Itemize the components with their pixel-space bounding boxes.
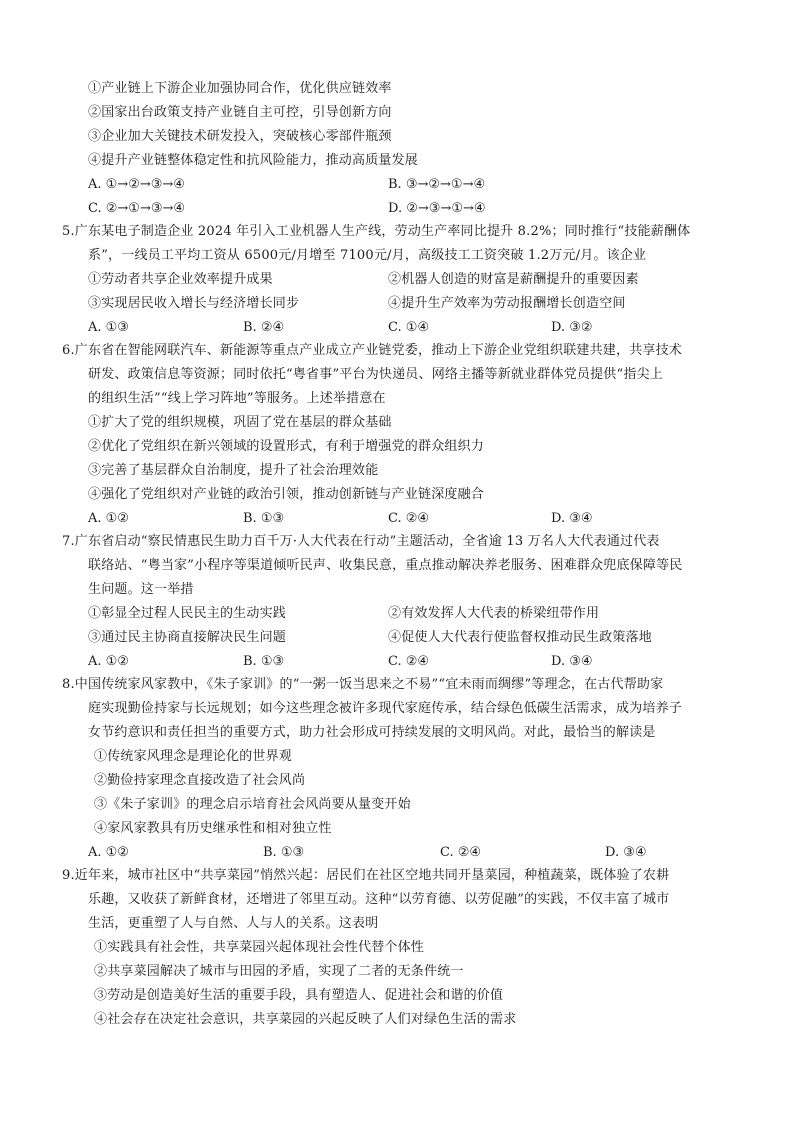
q9-stem-line-2: 乐趣，又收获了新鲜食材，还增进了邻里互动。这种“以劳育德、以劳促融”的实践，不仅丰富了城市	[88, 892, 670, 907]
q4-statement-2: ②国家出台政策支持产业链自主可控，引导创新方向	[88, 105, 392, 120]
q7-choice-a: A. ①②	[88, 654, 129, 669]
q6-statement-4: ④强化了党组织对产业链的政治引领，推动创新链与产业链深度融合	[88, 487, 485, 502]
q6-choice-d: D. ③④	[551, 511, 593, 526]
q6-choice-b: B. ①③	[243, 511, 285, 526]
q7-choice-d: D. ③④	[551, 654, 593, 669]
q5-stem-line-1: 5.广东某电子制造企业 2024 年引入工业机器人生产线，劳动生产率同比提升 8.2%；同时推行“技能薪酬体	[62, 224, 691, 239]
q6-statement-3: ③完善了基层群众自治制度，提升了社会治理效能	[88, 463, 379, 478]
q6-stem-line-3: 的组织生活”“线上学习阵地”等服务。上述举措意在	[88, 391, 386, 406]
q5-choice-c: C. ①④	[388, 320, 430, 335]
q8-statement-2: ②勤俭持家理念直接改造了社会风尚	[94, 773, 306, 788]
q7-stem-line-2: 联络站、“粤当家”小程序等渠道倾听民声、收集民意，重点推动解决养老服务、困难群众兜底保障等民	[88, 558, 683, 573]
q4-choice-c: C. ②→①→③→④	[88, 201, 186, 216]
q5-statement-4: ④提升生产效率为劳动报酬增长创造空间	[388, 296, 626, 311]
q8-statement-1: ①传统家风理念是理论化的世界观	[94, 749, 293, 764]
q9-statement-4: ④社会存在决定社会意识，共享菜园的兴起反映了人们对绿色生活的需求	[94, 1012, 517, 1027]
q4-statement-1: ①产业链上下游企业加强协同合作，优化供应链效率	[88, 81, 392, 96]
q5-statement-1: ①劳动者共享企业效率提升成果	[88, 272, 273, 287]
q8-statement-3: ③《朱子家训》的理念启示培育社会风尚要从量变开始	[94, 797, 411, 812]
q7-choice-b: B. ①③	[243, 654, 285, 669]
q4-choice-a: A. ①→②→③→④	[88, 177, 185, 192]
q8-choice-b: B. ①③	[263, 845, 305, 860]
q7-choice-c: C. ②④	[388, 654, 430, 669]
q4-statement-4: ④提升产业链整体稳定性和抗风险能力，推动高质量发展	[88, 153, 419, 168]
q8-stem-line-3: 女节约意识和责任担当的重要方式，助力社会形成可持续发展的文明风尚。对此，最恰当的解读是	[88, 725, 656, 740]
q7-statement-4: ④促使人大代表行使监督权推动民生政策落地	[388, 630, 653, 645]
q6-stem-line-1: 6.广东省在智能网联汽车、新能源等重点产业成立产业链党委，推动上下游企业党组织联建共建，共享技术	[62, 343, 683, 358]
q8-statement-4: ④家风家教具有历史继承性和相对独立性	[94, 821, 332, 836]
q6-choice-a: A. ①②	[88, 511, 129, 526]
q9-statement-3: ③劳动是创造美好生活的重要手段，具有塑造人、促进社会和谐的价值	[94, 988, 504, 1003]
q6-stem-line-2: 研发、政策信息等资源；同时依托“粤省事”平台为快递员、网络主播等新就业群体党员提供“指尖上	[88, 367, 663, 382]
q5-statement-3: ③实现居民收入增长与经济增长同步	[88, 296, 300, 311]
q6-choice-c: C. ②④	[388, 511, 430, 526]
q9-statement-1: ①实践具有社会性，共享菜园兴起体现社会性代替个体性	[94, 940, 425, 955]
q9-statement-2: ②共享菜园解决了城市与田园的矛盾，实现了二者的无条件统一	[94, 964, 464, 979]
q5-statement-2: ②机器人创造的财富是薪酬提升的重要因素	[388, 272, 639, 287]
q8-choice-a: A. ①②	[88, 845, 129, 860]
q6-statement-2: ②优化了党组织在新兴领域的设置形式，有利于增强党的群众组织力	[88, 439, 485, 454]
q5-choice-b: B. ②④	[243, 320, 285, 335]
q9-stem-line-3: 生活，更重塑了人与自然、人与人的关系。这表明	[88, 916, 379, 931]
q7-stem-line-3: 生问题。这一举措	[88, 582, 194, 597]
q7-statement-1: ①彰显全过程人民民主的生动实践	[88, 606, 287, 621]
q7-statement-2: ②有效发挥人大代表的桥梁纽带作用	[388, 606, 600, 621]
q8-stem-line-2: 庭实现勤俭持家与长远规划；如今这些理念被许多现代家庭传承，结合绿色低碳生活需求，成为培养子	[88, 701, 683, 716]
q4-choice-d: D. ②→③→①→④	[388, 201, 486, 216]
q4-statement-3: ③企业加大关键技术研发投入，突破核心零部件瓶颈	[88, 129, 392, 144]
q6-statement-1: ①扩大了党的组织规模，巩固了党在基层的群众基础	[88, 415, 392, 430]
q8-stem-line-1: 8.中国传统家风家教中，《朱子家训》的“一粥一饭当思来之不易”“宜未雨而绸缪”等理念，在古代帮助家	[62, 677, 664, 692]
q8-choice-c: C. ②④	[440, 845, 482, 860]
q8-choice-d: D. ③④	[605, 845, 647, 860]
q4-choice-b: B. ③→②→①→④	[388, 177, 486, 192]
q9-stem-line-1: 9.近年来，城市社区中“共享菜园”悄然兴起：居民们在社区空地共同开垦菜园，种植蔬菜，既体验了农耕	[62, 868, 670, 883]
q5-stem-line-2: 系”，一线员工平均工资从 6500元/月增至 7100元/月，高级技工工资突破 1.2万元/月。该企业	[88, 248, 647, 263]
q7-statement-3: ③通过民主协商直接解决民生问题	[88, 630, 287, 645]
q5-choice-a: A. ①③	[88, 320, 129, 335]
q7-stem-line-1: 7.广东省启动“察民情惠民生助力百千万·人大代表在行动”主题活动，全省逾 13 万名人大代表通过代表	[62, 534, 660, 549]
q5-choice-d: D. ③②	[551, 320, 593, 335]
